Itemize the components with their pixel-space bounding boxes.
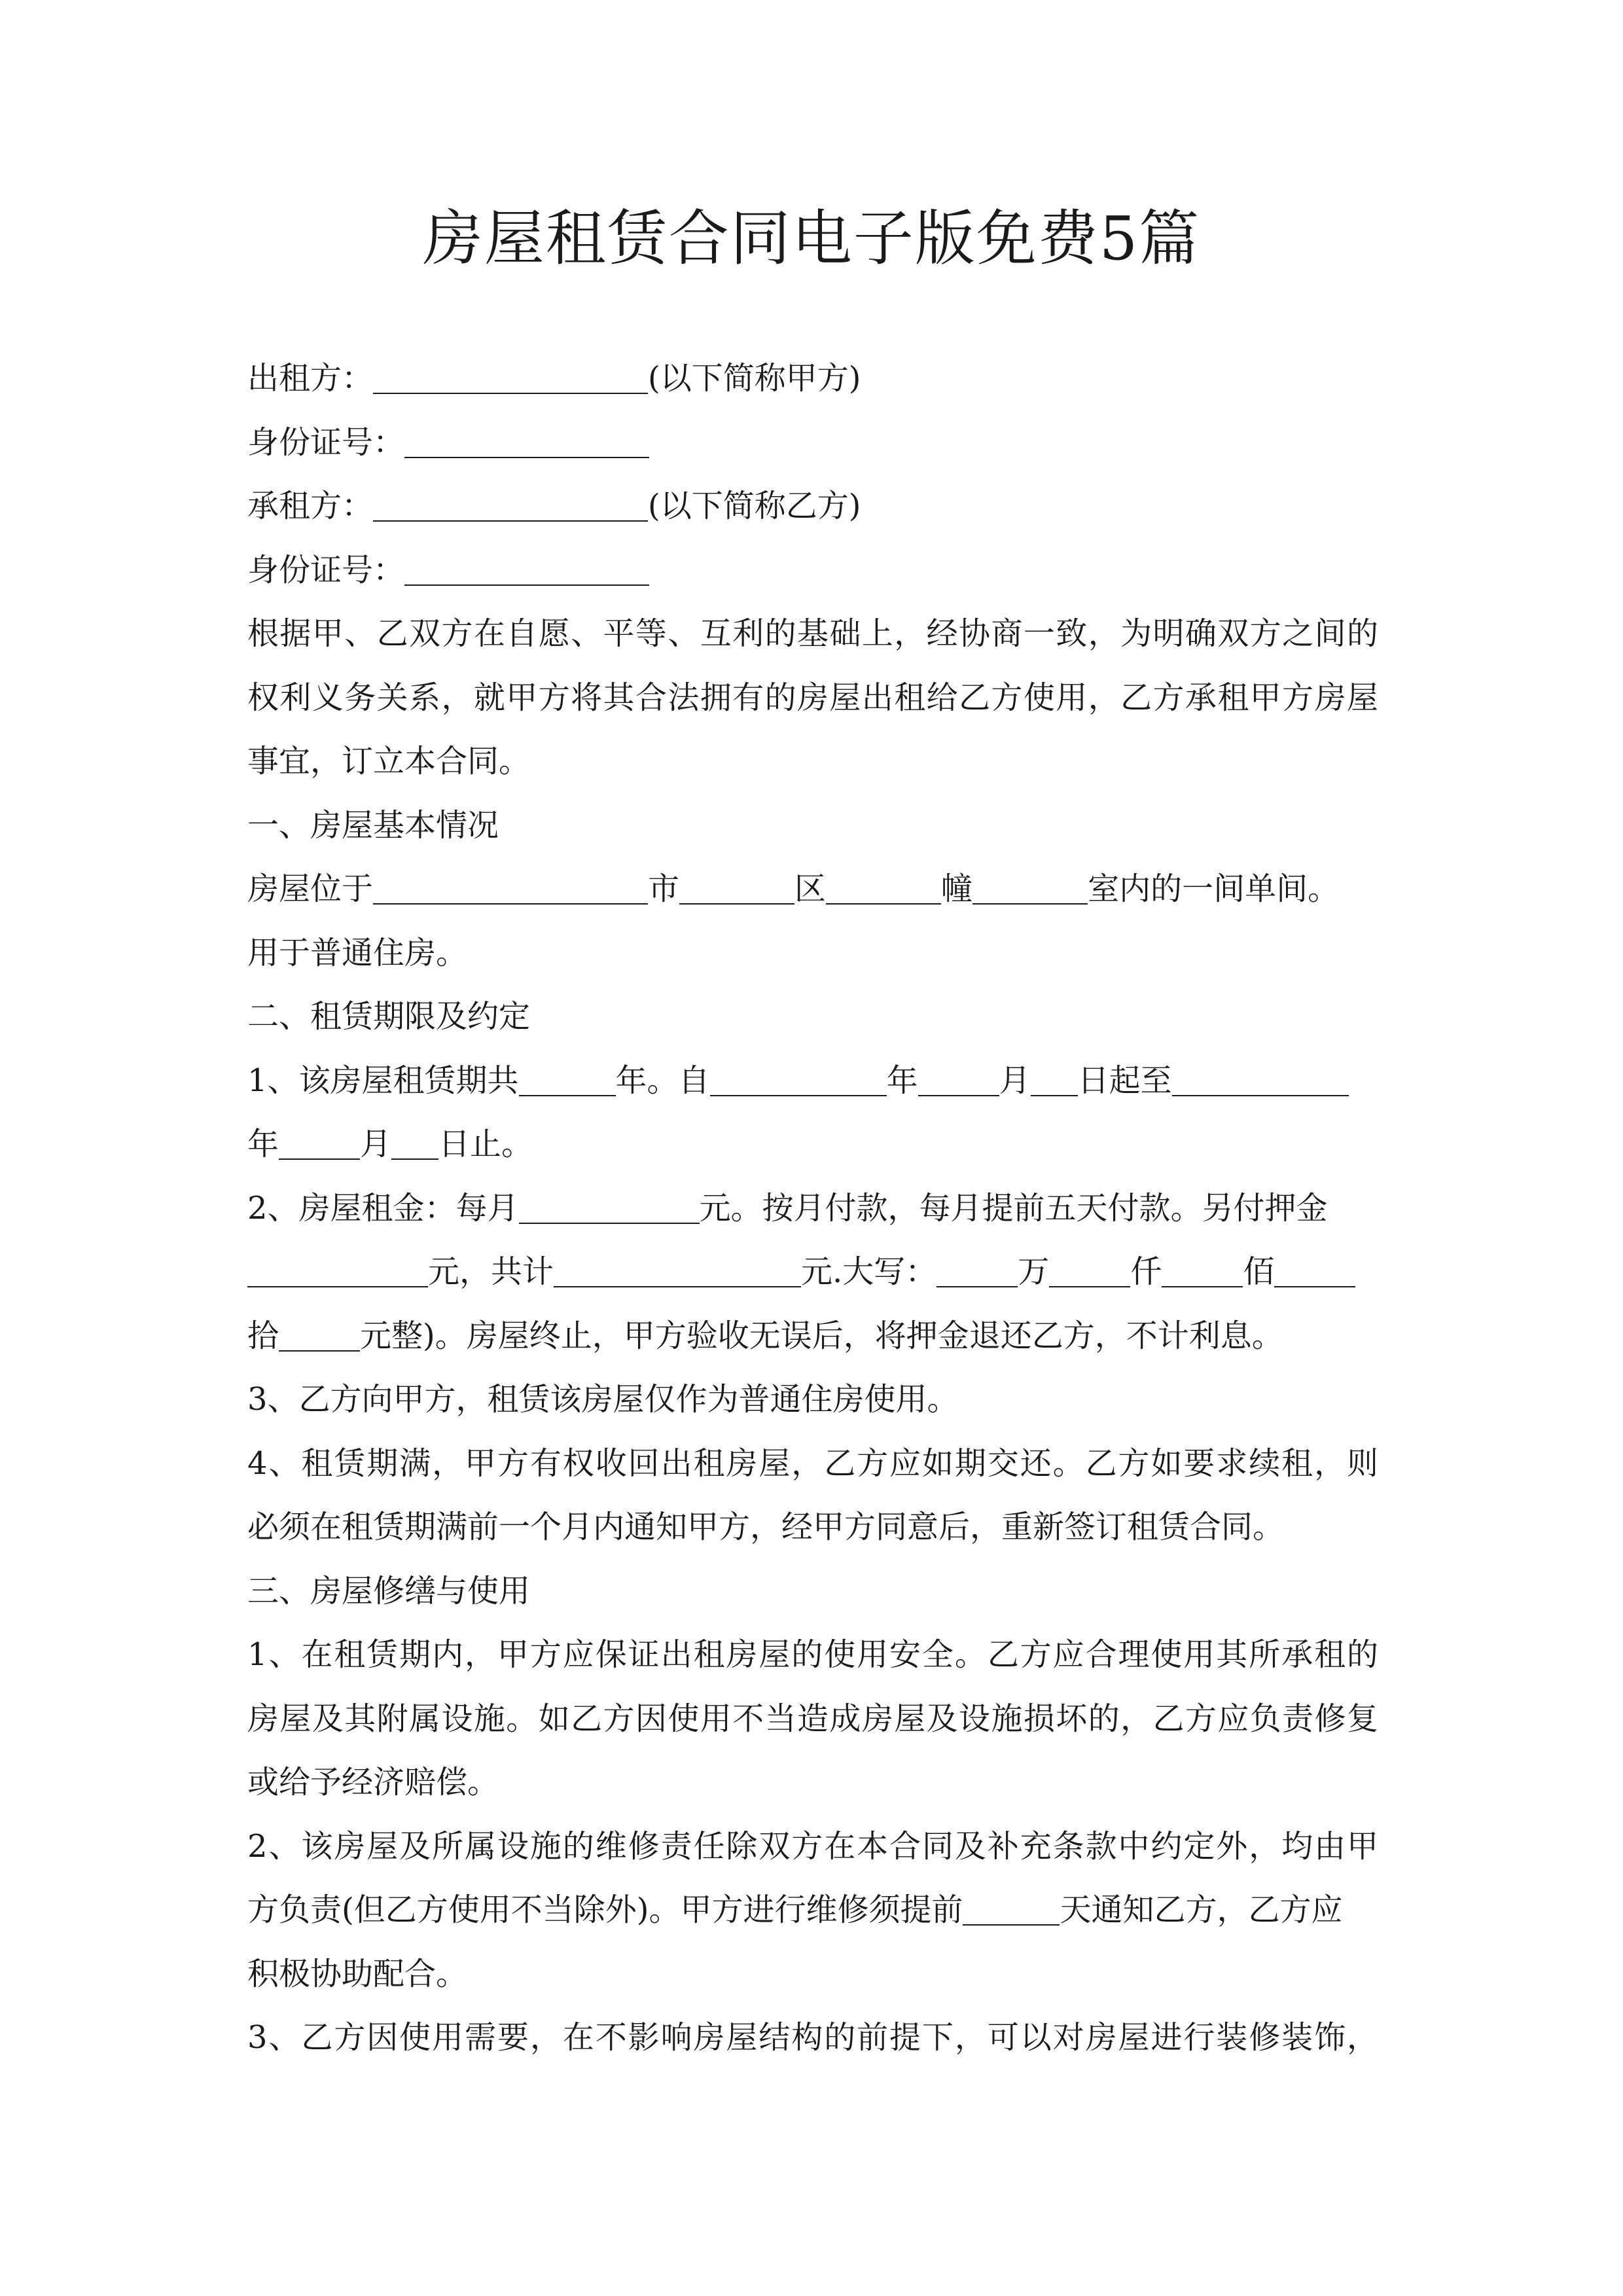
clause-line: 3、乙方向甲方，租赁该房屋仅作为普通住房使用。 — [247, 1381, 959, 1418]
bai-blank — [1162, 1252, 1243, 1287]
lessor-id-label: 身份证号： — [247, 423, 405, 461]
clause-text: 房屋位于 — [247, 870, 374, 907]
term-line — [247, 1049, 1378, 1113]
clause-line: 2、该房屋及所属设施的维修责任除双方在本合同及补充条款中约定外，均由甲 — [247, 1827, 1378, 1865]
end-year-blank — [1172, 1061, 1349, 1096]
location-line — [247, 857, 1378, 922]
usage-line: 用于普通住房。 — [247, 934, 468, 971]
clause-text: 年 — [247, 1126, 279, 1162]
clause-text: 日止。 — [438, 1126, 533, 1162]
lessee-label: 承租方： — [247, 488, 374, 524]
clause-text: 1、该房屋租赁期共 — [247, 1062, 519, 1099]
total-blank — [554, 1252, 801, 1287]
contract-body — [247, 347, 1378, 2070]
lessor-note: (以下简称甲方) — [648, 360, 861, 397]
section-heading: 一、房屋基本情况 — [247, 806, 499, 844]
lessor-line — [247, 347, 1378, 411]
clause-line: 3、乙方因使用需要，在不影响房屋结构的前提下，可以对房屋进行装修装饰， — [247, 2019, 1378, 2056]
end-month-blank — [279, 1124, 360, 1160]
lessor-label: 出租方： — [247, 360, 374, 397]
lessee-id-line — [247, 539, 1378, 603]
start-month-blank — [918, 1061, 999, 1096]
term-end-line — [247, 1113, 1378, 1177]
monthly-rent-blank — [519, 1189, 700, 1224]
clause-line: 积极协助配合。 — [247, 1955, 468, 1992]
intro-line: 权利义务关系，就甲方将其合法拥有的房屋出租给乙方使用，乙方承租甲方房屋 — [247, 679, 1378, 716]
deposit-line — [247, 1240, 1378, 1304]
clause-line: 或给予经济赔偿。 — [247, 1764, 499, 1801]
lessee-line — [247, 475, 1378, 539]
clause-text: 元.大写： — [801, 1253, 937, 1290]
qian-blank — [1049, 1252, 1130, 1287]
start-day-blank — [1031, 1061, 1078, 1096]
lessor-id-line — [247, 411, 1378, 475]
shi-blank — [1274, 1252, 1355, 1287]
clause-text: 元整)。房屋终止，甲方验收无误后，将押金退还乙方，不计利息。 — [360, 1317, 1283, 1354]
end-day-blank — [391, 1124, 438, 1160]
clause-line: 4、租赁期满，甲方有权收回出租房屋，乙方应如期交还。乙方如要求续租，则 — [247, 1444, 1378, 1482]
clause-line: 必须在租赁期满前一个月内通知甲方，经甲方同意后，重新签订租赁合同。 — [247, 1509, 1285, 1545]
rent-line — [247, 1177, 1378, 1241]
clause-line: 房屋及其附属设施。如乙方因使用不当造成房屋及设施损坏的，乙方应负责修复 — [247, 1700, 1378, 1737]
wan-blank — [936, 1252, 1018, 1287]
building-blank — [826, 869, 941, 905]
lessor-id-blank — [404, 423, 649, 458]
clause-text: 年。自 — [615, 1062, 710, 1099]
clause-text: 万 — [1018, 1253, 1050, 1290]
repair-notice-line — [247, 1878, 1378, 1943]
start-year-blank — [710, 1061, 887, 1096]
lessee-blank — [373, 486, 648, 522]
intro-line: 根据甲、乙双方在自愿、平等、互利的基础上，经协商一致，为明确双方之间的 — [247, 615, 1378, 652]
clause-text: 年 — [886, 1062, 918, 1099]
intro-line: 事宜，订立本合同。 — [247, 743, 531, 780]
yuan-blank — [279, 1316, 360, 1352]
clause-line: 1、在租赁期内，甲方应保证出租房屋的使用安全。乙方应合理使用其所承租的 — [247, 1636, 1378, 1673]
deposit-refund-line — [247, 1304, 1378, 1369]
room-blank — [972, 869, 1088, 905]
lessor-blank — [373, 359, 648, 394]
deposit-blank — [247, 1252, 428, 1287]
clause-text: 天通知乙方，乙方应 — [1060, 1892, 1343, 1928]
clause-text: 仟 — [1130, 1253, 1162, 1290]
address-blank — [373, 869, 648, 905]
clause-text: 拾 — [247, 1317, 279, 1354]
clause-text: 室内的一间单间。 — [1088, 870, 1340, 907]
lessee-id-blank — [404, 550, 649, 586]
clause-text: 佰 — [1243, 1253, 1275, 1290]
clause-text: 幢 — [941, 870, 973, 907]
district-blank — [679, 869, 794, 905]
clause-text: 月 — [999, 1062, 1031, 1099]
clause-text: 2、房屋租金：每月 — [247, 1189, 519, 1227]
clause-text: 区 — [794, 870, 827, 907]
section-heading: 二、租赁期限及约定 — [247, 998, 531, 1035]
document-title: 房屋租赁合同电子版免费5篇 — [422, 204, 1201, 274]
section-heading: 三、房屋修缮与使用 — [247, 1572, 531, 1609]
clause-text: 元，共计 — [428, 1253, 554, 1290]
lessee-id-label: 身份证号： — [247, 551, 405, 588]
clause-text: 市 — [648, 870, 680, 907]
clause-text: 日起至 — [1077, 1062, 1172, 1099]
lessee-note: (以下简称乙方) — [648, 488, 861, 524]
clause-text: 元。按月付款，每月提前五天付款。另付押金 — [699, 1189, 1328, 1227]
notice-days-blank — [963, 1890, 1060, 1926]
clause-text: 方负责(但乙方使用不当除外)。甲方进行维修须提前 — [247, 1892, 963, 1928]
clause-text: 月 — [360, 1126, 392, 1162]
years-blank — [519, 1061, 616, 1096]
